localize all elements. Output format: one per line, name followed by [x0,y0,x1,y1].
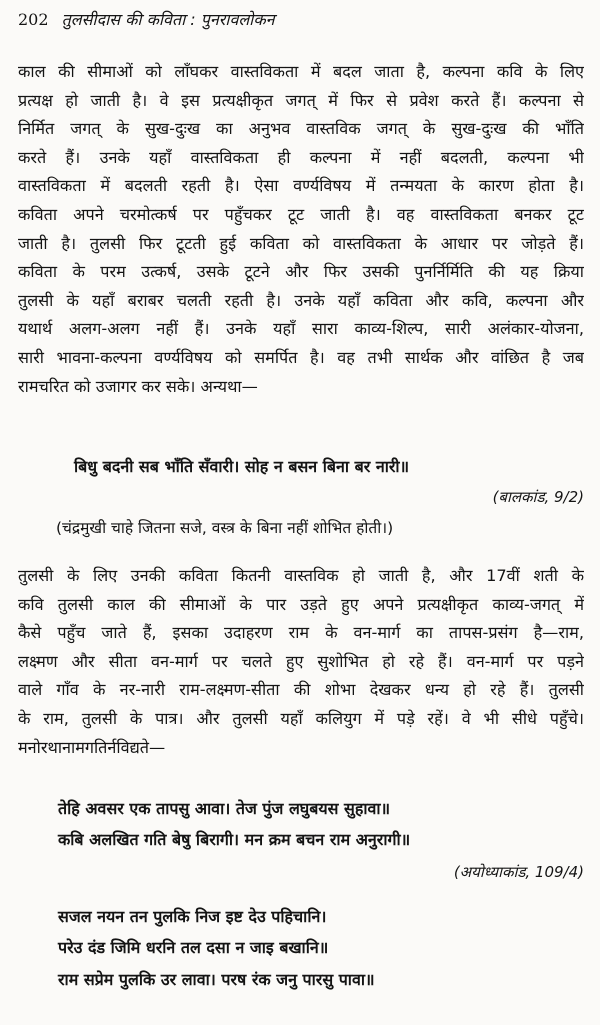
text-line: रामचरित को उजागर कर सके। अन्यथा— [18,376,258,396]
verse-line: सजल नयन तन पुलकि निज इष्ट देउ पहिचानि। [58,907,327,926]
text-line: काल की सीमाओं को लाँघकर वास्तविकता में बदल जाता है, कल्पना कवि के लिए [18,62,584,81]
text-line: कैसे पहुँच जाते हैं, इसका उदाहरण राम के वन-मार्ग का तापस-प्रसंग है—राम, [18,623,584,643]
text-line: कविता के परम उत्कर्ष, उसके टूटने और फिर उसकी पुनर्निर्मिति की यह क्रिया [18,262,584,282]
text-line: लक्ष्मण और सीता वन-मार्ग पर चलते हुए सुशोभित हो रहे हैं। वन-मार्ग पर पड़ने [18,651,584,671]
text-line: करते हैं। उनके यहाँ वास्तविकता ही कल्पना में नहीं बदलती, कल्पना भी [18,147,584,167]
text-line: सारी भावना-कल्पना वर्ण्यविषय को समर्पित है। वह तभी सार्थक और वांछित है जब [18,347,584,367]
text-line: के राम, तुलसी के पात्र। और तुलसी यहाँ कलियुग में पड़े रहें। वे भी सीधे पहुँचे। [18,708,584,728]
text-line: निर्मित जगत् के सुख-दुःख का अनुभव वास्तविक जगत् के सुख-दुःख की भाँति [18,119,584,139]
text-line: वाले गाँव के नर-नारी राम-लक्ष्मण-सीता की शोभा देखकर धन्य हो रहे हैं। तुलसी [18,680,584,700]
verse-citation: (अयोध्याकांड, 109/4) [453,863,584,881]
verse-line: राम सप्रेम पुलकि उर लावा। परष रंक जनु पारसु पावा॥ [58,970,375,989]
verse-line: तेहि अवसर एक तापसु आवा। तेज पुंज लघुबयस सुहावा॥ [58,799,391,818]
text-line: मनोरथानामगतिर्नविद्यते— [18,737,166,757]
text-line: जाती है। तुलसी फिर टूटती हुई कविता को वास्तविकता के आधार पर जोड़ते हैं। [18,233,584,253]
verse-line: बिधु बदनी सब भाँति सँवारी। सोह न बसन बिना बर नारी॥ [74,457,410,476]
text-line: प्रत्यक्ष हो जाती है। वे इस प्रत्यक्षीकृत जगत् में फिर से प्रवेश करते हैं। कल्पना से [18,90,584,110]
text-line: कवि तुलसी काल की सीमाओं के पार उड़ते हुए अपने प्रत्यक्षीकृत काव्य-जगत् में [18,594,584,614]
verse-line: कबि अलखित गति बेषु बिरागी। मन क्रम बचन राम अनुरागी॥ [58,830,411,849]
book-title: तुलसीदास की कविता : पुनरावलोकन [61,10,275,29]
text-line: कविता अपने चरमोत्कर्ष पर पहुँचकर टूट जाती है। वह वास्तविकता बनकर टूट [18,204,584,224]
verse-translation: (चंद्रमुखी चाहे जितना सजे, वस्त्र के बिना नहीं शोभित होती।) [56,519,394,537]
paragraph-1 [18,58,584,401]
text-line: वास्तविकता में बदलती रहती है। ऐसा वर्ण्यविषय में तन्मयता के कारण होता है। [18,176,584,196]
verse-citation: (बालकांड, 9/2) [492,488,584,506]
page-number: 202 [18,10,49,29]
text-line: तुलसी के लिए उनकी कविता कितनी वास्तविक हो जाती है, और 17वीं शती के [18,566,584,585]
text-line: तुलसी के यहाँ बराबर चलती रहती है। उनके यहाँ कविता और कवि, कल्पना और [18,290,584,310]
running-header [18,8,275,32]
paragraph-2 [18,562,584,762]
verse-line: परेउ दंड जिमि धरनि तल दसा न जाइ बखानि॥ [58,938,329,957]
text-line: यथार्थ अलग-अलग नहीं हैं। उनके यहाँ सारा काव्य-शिल्प, सारी अलंकार-योजना, [18,319,584,339]
